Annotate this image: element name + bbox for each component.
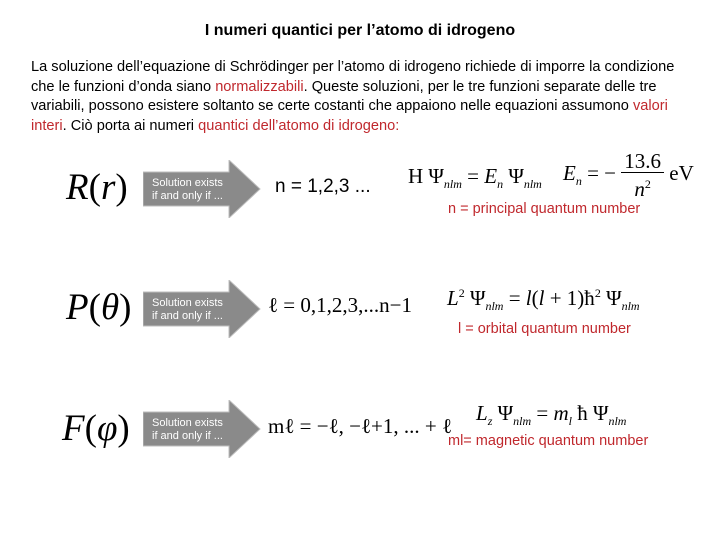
radial-function-label: R(r) (66, 167, 128, 208)
solution-exists-arrow-icon (143, 160, 261, 218)
intro-text-3: . Ciò porta ai numeri (62, 117, 199, 134)
arrow-text-line2: if and only if ... (152, 430, 223, 442)
solution-exists-arrow-icon (143, 400, 261, 458)
arrow-text-line2: if and only if ... (152, 310, 223, 322)
angular-momentum-equation: $L^2$ $\Psi_{nlm} = l(l$ + $1)ħ^2$ $\Psi_{nlm}$ (447, 286, 640, 314)
solution-exists-arrow-icon (143, 280, 261, 338)
arrow-text-line2: if and only if ... (152, 190, 223, 202)
principal-condition: n = 1,2,3 ... (275, 176, 371, 197)
polar-function-label: P(θ) (66, 287, 132, 328)
magnetic-condition: mℓ = −ℓ, −ℓ+1, ... + ℓ (268, 414, 453, 438)
energy-eigen-equation: H $\Psi_{nlm} = E_n$ $\Psi_{nlm}$ (408, 164, 542, 192)
orbital-quantum-caption: l = orbital quantum number (458, 321, 631, 337)
intro-text-2: . Queste soluzioni, per le tre funzioni separate delle tre variabili, possono esistere soltanto se certe costanti che appaiono nelle equazioni assumono (31, 78, 657, 114)
intro-highlight-normalizable: normalizzabili (215, 78, 304, 95)
page-title: I numeri quantici per l’atomo di idrogeno (204, 22, 516, 39)
orbital-condition: ℓ = 0,1,2,3,...n−1 (268, 293, 412, 317)
z-angular-momentum-equation: $L_z$ $\Psi_{nlm} = m_l$ ħ $\Psi_{nlm}$ (476, 401, 627, 429)
intro-highlight-integer-values: valori interi (31, 98, 668, 134)
arrow-text-line1: Solution exists (152, 297, 223, 309)
energy-level-equation: $E_n$ = − $\frac{13.6}{n^2}$ eV (563, 149, 694, 201)
arrow-text-line1: Solution exists (152, 417, 223, 429)
intro-paragraph (31, 58, 691, 136)
arrow-text-line1: Solution exists (152, 177, 223, 189)
magnetic-quantum-caption: ml= magnetic quantum number (448, 433, 649, 449)
intro-highlight-quantum-numbers: quantici dell’atomo di idrogeno: (198, 117, 400, 134)
principal-quantum-caption: n = principal quantum number (448, 201, 641, 217)
intro-text-1: La soluzione dell’equazione di Schrödinger per l’atomo di idrogeno richiede di imporre la condizione che le funzioni d’onda siano (31, 59, 675, 95)
azimuthal-function-label: F(φ) (62, 408, 130, 449)
